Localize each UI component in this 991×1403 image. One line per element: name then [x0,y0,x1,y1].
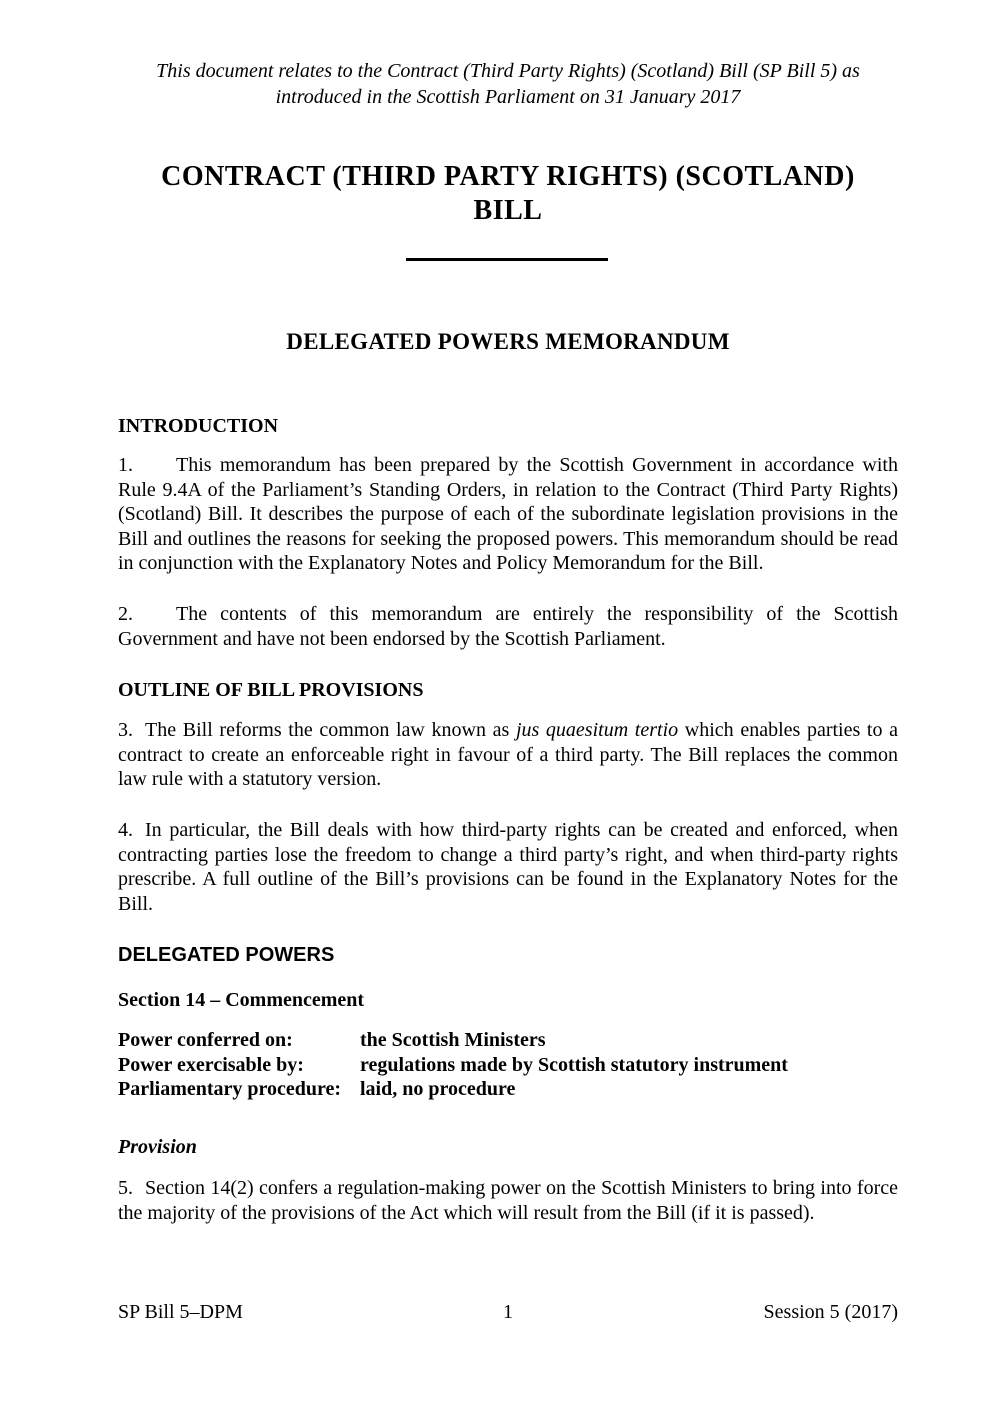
paragraph-4-text: In particular, the Bill deals with how third-party rights can be created and enforced, when contracting parties lose the freedom to change a third party’s right, and when third-party rights prescribe. A full outline of the Bill’s provisions can be found in the Explanatory Notes for the Bill. [118,819,898,915]
paragraph-5 [118,1176,898,1225]
heading-delegated-powers: DELEGATED POWERS [118,944,335,966]
power-conferred-label: Power conferred on: [118,1029,293,1051]
footer-bill-reference: SP Bill 5–DPM [118,1301,243,1323]
power-exercisable-label: Power exercisable by: [118,1053,304,1076]
heading-outline-of-bill-provisions: OUTLINE OF BILL PROVISIONS [118,679,424,701]
paragraph-3-latin-phrase: jus quaesitum tertio [515,719,679,741]
paragraph-4 [118,818,898,916]
header-note [118,58,898,110]
footer-page-number: 1 [503,1301,513,1323]
power-conferred-value: the Scottish Ministers [360,1029,546,1051]
parliamentary-procedure-label: Parliamentary procedure: [118,1078,342,1101]
power-table-row [118,1028,898,1053]
footer-session: Session 5 (2017) [763,1301,898,1323]
power-table [118,1028,898,1102]
document-title [118,160,898,228]
heading-introduction: INTRODUCTION [118,415,279,437]
paragraph-1-number: 1. [118,454,133,476]
paragraph-1-text: This memorandum has been prepared by the Scottish Government in accordance with Rule 9.4A of the Parliament’s Standing Orders, in relation to the Contract (Third Party Rights) (Scotland) Bill. It describes the purpose of each of the subordinate legislation provisions in the Bill and outlines the reasons for seeking the proposed powers. This memorandum should be read in conjunction with the Explanatory Notes and Policy Memorandum for the Bill. [118,454,898,575]
header-note-line-2: introduced in the Scottish Parliament on 31 January 2017 [275,86,741,108]
document-title-line-2: BILL [473,195,543,226]
heading-section-14-commencement: Section 14 – Commencement [118,989,365,1011]
power-exercisable-value: regulations made by Scottish statutory instrument [360,1053,788,1076]
header-note-line-1: This document relates to the Contract (Third Party Rights) (Scotland) Bill (SP Bill 5) as [156,60,860,82]
parliamentary-procedure-value: laid, no procedure [360,1078,516,1101]
paragraph-4-number: 4. [118,819,133,841]
document-subtitle: DELEGATED POWERS MEMORANDUM [286,329,730,354]
paragraph-5-number: 5. [118,1177,133,1199]
paragraph-3-text-pre: The Bill reforms the common law known as [145,719,516,741]
paragraph-2-text: The contents of this memorandum are entirely the responsibility of the Scottish Government and have not been endorsed by the Scottish Parliament. [118,603,898,650]
heading-provision: Provision [118,1136,197,1158]
paragraph-1 [118,453,898,576]
paragraph-5-text: Section 14(2) confers a regulation-making power on the Scottish Ministers to bring into force the majority of the provisions of the Act which will result from the Bill (if it is passed). [118,1177,898,1224]
paragraph-3-text-post: which enables parties to a contract to create an enforceable right in favour of a third party. The Bill replaces the common law rule with a statutory version. [118,719,898,791]
document-title-line-1: CONTRACT (THIRD PARTY RIGHTS) (SCOTLAND) [161,161,855,192]
power-table-row [118,1077,898,1102]
power-table-row [118,1053,898,1078]
paragraph-3-number: 3. [118,719,133,741]
paragraph-2-number: 2. [118,603,133,625]
divider-rule [406,258,608,261]
paragraph-3 [118,718,898,792]
paragraph-2 [118,602,898,651]
